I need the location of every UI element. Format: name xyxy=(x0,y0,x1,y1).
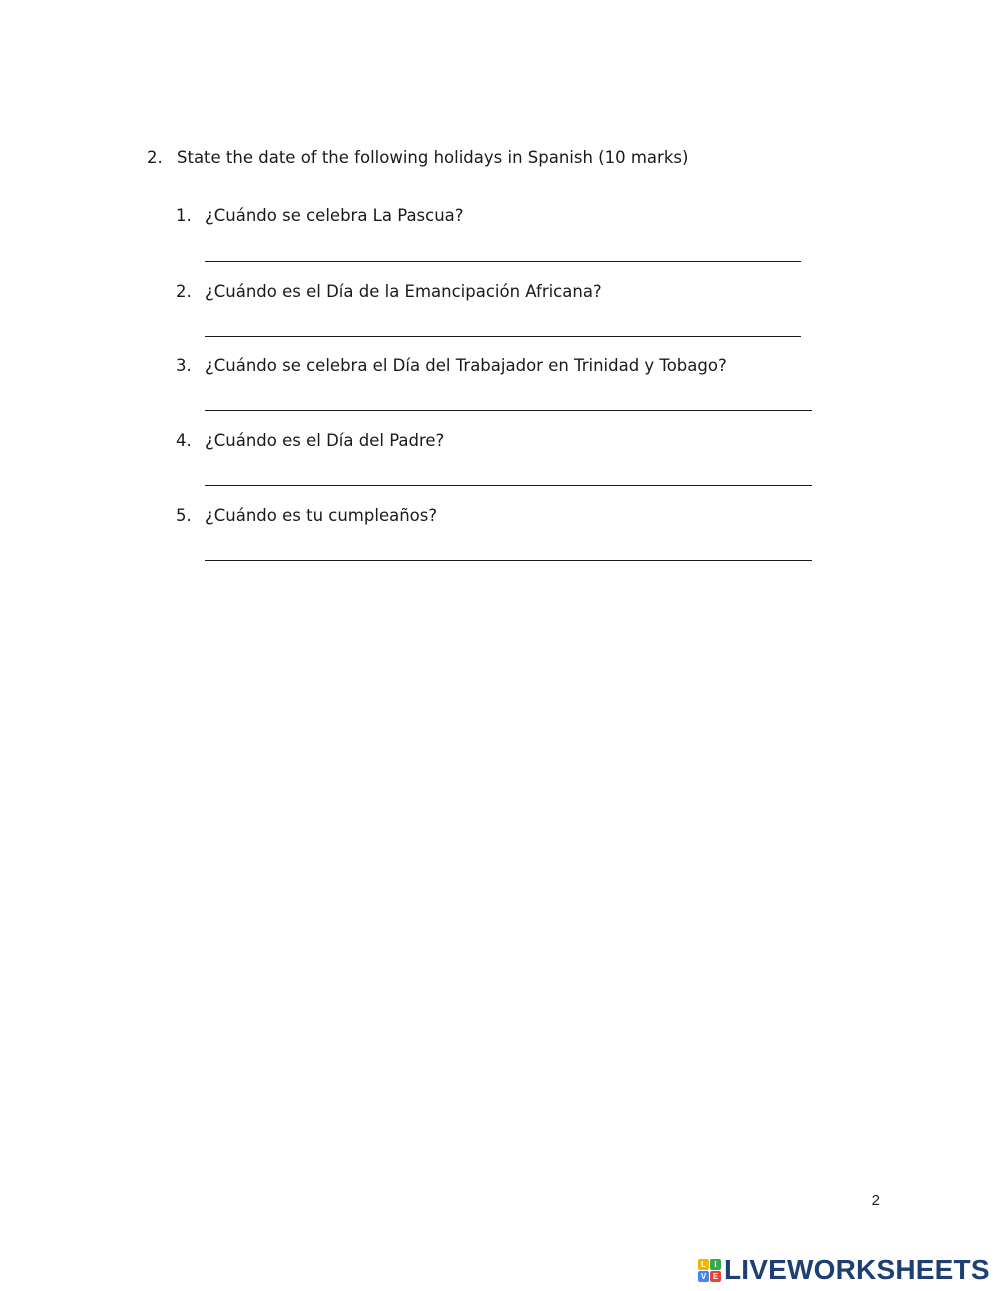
logo-tile-e: E xyxy=(710,1271,721,1282)
question-number: 1. xyxy=(176,206,192,225)
liveworksheets-brand xyxy=(698,1255,990,1285)
question-number: 4. xyxy=(176,431,192,450)
section-number: 2. xyxy=(147,148,163,167)
answer-line-3[interactable] xyxy=(205,410,812,411)
question-4 xyxy=(176,431,444,450)
question-number: 3. xyxy=(176,356,192,375)
question-2 xyxy=(176,282,602,301)
liveworksheets-logo-icon xyxy=(698,1259,721,1282)
page-number: 2 xyxy=(871,1192,880,1209)
question-1 xyxy=(176,206,464,225)
answer-line-2[interactable] xyxy=(205,336,801,337)
section-heading xyxy=(147,148,688,167)
question-number: 5. xyxy=(176,506,192,525)
answer-line-5[interactable] xyxy=(205,560,812,561)
question-number: 2. xyxy=(176,282,192,301)
logo-tile-i: I xyxy=(710,1259,721,1270)
answer-line-1[interactable] xyxy=(205,261,801,262)
question-3 xyxy=(176,356,727,375)
logo-tile-v: V xyxy=(698,1271,709,1282)
question-5 xyxy=(176,506,437,525)
answer-line-4[interactable] xyxy=(205,485,812,486)
brand-wordmark: LIVEWORKSHEETS xyxy=(724,1254,990,1285)
section-title: State the date of the following holidays in Spanish (10 marks) xyxy=(177,148,689,167)
question-text: ¿Cuándo se celebra La Pascua? xyxy=(205,206,464,225)
question-text: ¿Cuándo es el Día de la Emancipación Africana? xyxy=(205,282,602,301)
logo-tile-l: L xyxy=(698,1259,709,1270)
question-text: ¿Cuándo es tu cumpleaños? xyxy=(205,506,438,525)
question-text: ¿Cuándo se celebra el Día del Trabajador en Trinidad y Tobago? xyxy=(205,356,727,375)
question-text: ¿Cuándo es el Día del Padre? xyxy=(205,431,445,450)
